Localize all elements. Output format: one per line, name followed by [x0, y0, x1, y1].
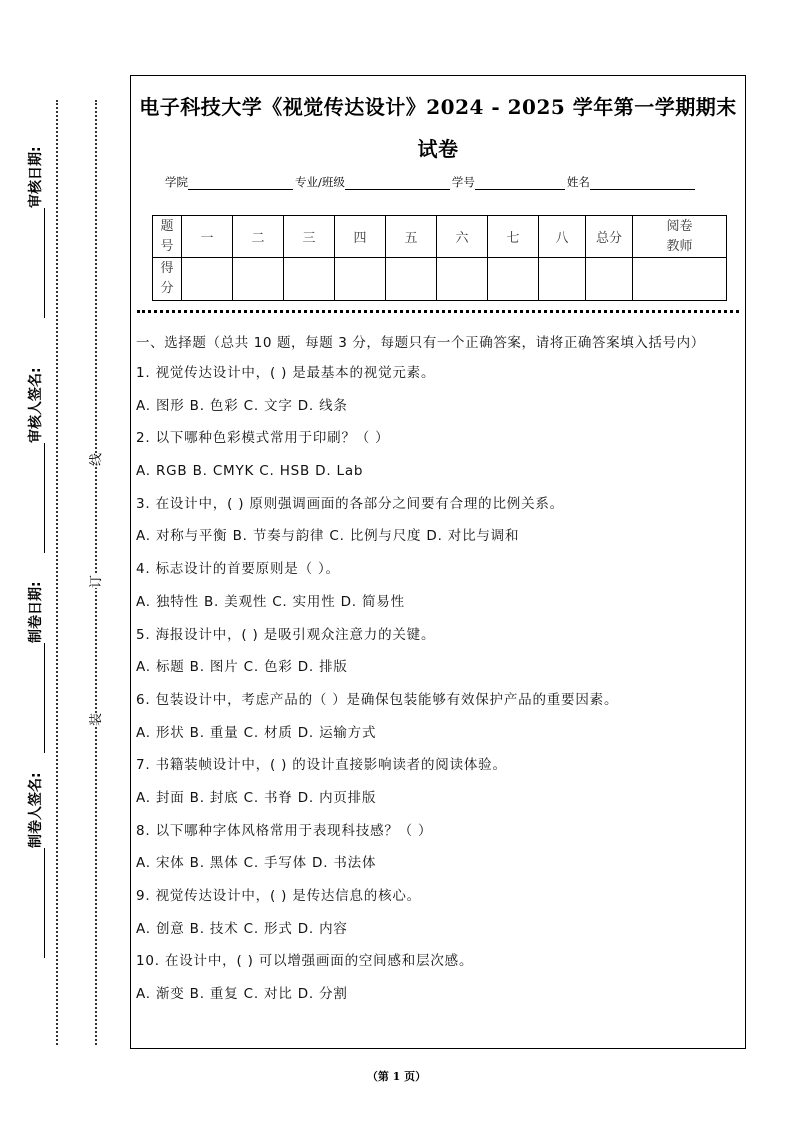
question-text: 2. 以下哪种色彩模式常用于印刷？（ ） — [136, 430, 390, 447]
compile-date-label: 制卷日期: — [25, 615, 45, 755]
question-number-header: 题号 — [153, 216, 182, 258]
reviewer-signature-label: 审核人签名: — [25, 415, 45, 555]
field-label-major-class: 专业/班级 — [295, 175, 345, 189]
question-text: 6. 包装设计中，考虑产品的（ ）是确保包装能够有效保护产品的重要因素。 — [136, 691, 619, 708]
binding-inner-dotted-line — [95, 100, 97, 1045]
major-class-input[interactable] — [345, 177, 450, 190]
binding-char-staple: 订 — [83, 575, 106, 588]
score-cell-2[interactable] — [233, 258, 284, 301]
question-options: A. 创意 B. 技术 C. 形式 D. 内容 — [136, 920, 348, 937]
name-input[interactable] — [590, 177, 695, 190]
col-7: 七 — [488, 216, 539, 258]
col-grader: 阅卷教师 — [633, 216, 727, 258]
review-date-label: 审核日期: — [25, 180, 45, 320]
compiler-signature-label: 制卷人签名: — [25, 820, 45, 960]
reviewer-signature-blank[interactable] — [30, 443, 45, 553]
col-8: 八 — [539, 216, 586, 258]
question-text: 4. 标志设计的首要原则是（ ）。 — [136, 561, 340, 578]
compile-date-blank[interactable] — [30, 643, 45, 753]
question-text: 9. 视觉传达设计中，( ) 是传达信息的核心。 — [136, 888, 421, 904]
section-separator — [137, 310, 739, 313]
score-cell-1[interactable] — [182, 258, 233, 301]
field-label-college: 学院 — [165, 175, 188, 189]
exam-title: 电子科技大学《视觉传达设计》2024 - 2025 学年第一学期期末试卷 — [139, 95, 737, 161]
field-label-student-id: 学号 — [451, 175, 475, 189]
question-options: A. 渐变 B. 重复 C. 对比 D. 分割 — [136, 986, 348, 1003]
question-options: A. 形状 B. 重量 C. 材质 D. 运输方式 — [136, 724, 377, 741]
student-id-input[interactable] — [475, 177, 565, 190]
col-2: 二 — [233, 216, 284, 258]
exam-frame — [130, 75, 746, 1049]
col-5: 五 — [386, 216, 437, 258]
score-row-header: 得分 — [153, 258, 182, 301]
question-options: A. 封面 B. 封底 C. 书脊 D. 内页排版 — [136, 789, 377, 806]
college-input[interactable] — [188, 177, 293, 190]
question-options: A. 图形 B. 色彩 C. 文字 D. 线条 — [136, 397, 348, 414]
score-cell-7[interactable] — [488, 258, 539, 301]
student-info-row — [165, 174, 697, 190]
score-cell-4[interactable] — [335, 258, 386, 301]
score-value-row — [153, 258, 727, 301]
question-area — [136, 332, 739, 1017]
question-options: A. 标题 B. 图片 C. 色彩 D. 排版 — [136, 659, 348, 676]
question-options: A. RGB B. CMYK C. HSB D. Lab — [136, 463, 364, 480]
question-text: 3. 在设计中，( ) 原则强调画面的各部分之间要有合理的比例关系。 — [136, 495, 564, 512]
question-text: 1. 视觉传达设计中，( ) 是最基本的视觉元素。 — [136, 365, 436, 381]
score-cell-6[interactable] — [437, 258, 488, 301]
review-date-blank[interactable] — [30, 208, 45, 318]
col-1: 一 — [182, 216, 233, 258]
score-cell-grader[interactable] — [633, 258, 727, 301]
score-cell-total[interactable] — [586, 258, 633, 301]
page-number: （第 1 页） — [366, 1070, 427, 1083]
section-heading: 一、选择题（总共 10 题，每题 3 分，每题只有一个正确答案，请将正确答案填入括号内） — [136, 335, 705, 351]
binding-outer-dotted-line — [56, 100, 58, 1045]
question-options: A. 对称与平衡 B. 节奏与韵律 C. 比例与尺度 D. 对比与调和 — [136, 528, 520, 545]
col-6: 六 — [437, 216, 488, 258]
score-cell-5[interactable] — [386, 258, 437, 301]
question-options: A. 宋体 B. 黑体 C. 手写体 D. 书法体 — [136, 855, 377, 872]
question-text: 10. 在设计中，( ) 可以增强画面的空间感和层次感。 — [136, 953, 474, 970]
question-text: 8. 以下哪种字体风格常用于表现科技感？（ ） — [136, 822, 433, 839]
binding-char-bind: 装 — [83, 713, 106, 726]
binding-char-line: 线 — [83, 453, 106, 466]
question-options: A. 独特性 B. 美观性 C. 实用性 D. 简易性 — [136, 593, 405, 610]
score-cell-8[interactable] — [539, 258, 586, 301]
col-3: 三 — [284, 216, 335, 258]
score-table — [152, 215, 727, 301]
question-text: 7. 书籍装帧设计中，( ) 的设计直接影响读者的阅读体验。 — [136, 757, 507, 774]
col-total: 总分 — [586, 216, 633, 258]
field-label-name: 姓名 — [566, 175, 590, 189]
score-header-row — [153, 216, 727, 258]
question-text: 5. 海报设计中，( ) 是吸引观众注意力的关键。 — [136, 626, 436, 643]
compiler-signature-blank[interactable] — [30, 848, 45, 958]
score-cell-3[interactable] — [284, 258, 335, 301]
col-4: 四 — [335, 216, 386, 258]
